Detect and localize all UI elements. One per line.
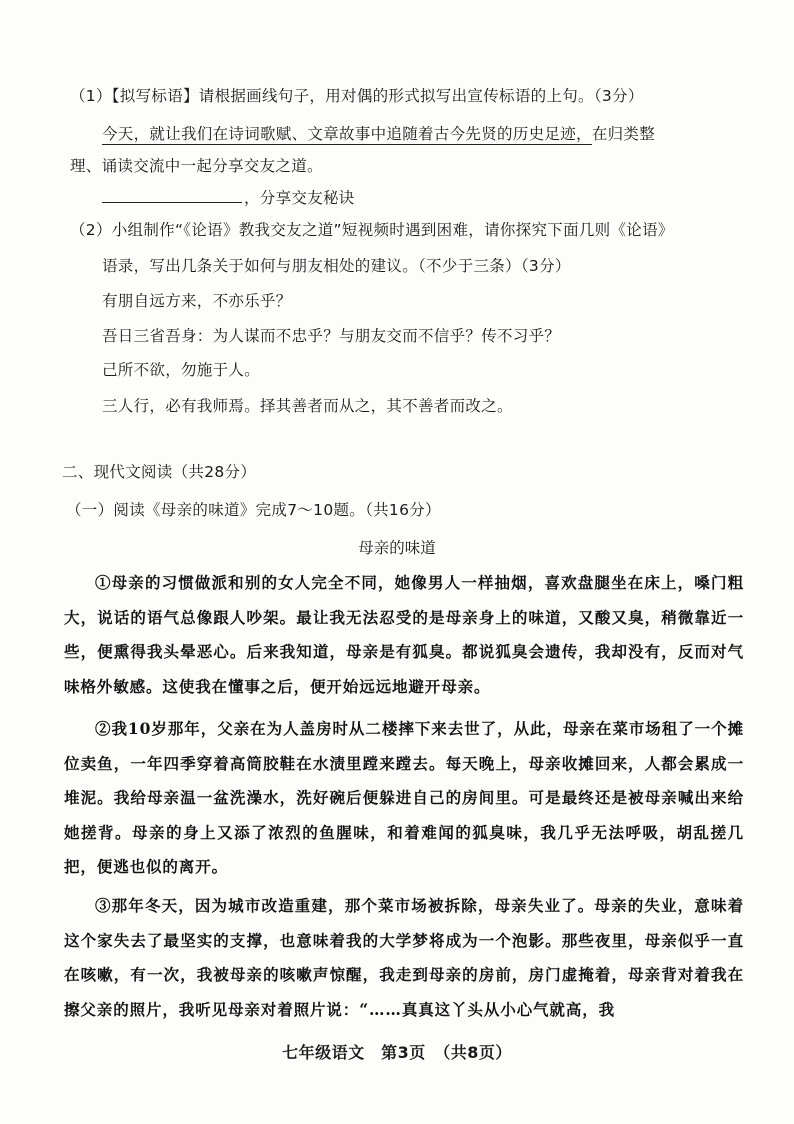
q1-passage-line1 [102, 124, 655, 144]
q2-quote: 吾日三省吾身：为人谋而不忠乎？与朋友交而不信乎？传不习乎？ [102, 327, 561, 345]
q1-passage-line2: 理、诵读交流中一起分享交友之道。 [70, 157, 323, 175]
article-title: 母亲的味道 [358, 539, 436, 557]
section-heading: 二、现代文阅读（共28分） [62, 463, 257, 481]
q2-prompt-line2: 语录，写出几条关于如何与朋友相处的建议。（不少于三条）（3分） [102, 257, 571, 275]
article-paragraph-3: ③那年冬天，因为城市改造重建，那个菜市场被拆除，母亲失业了。母亲的失业，意味着这个家失去了最坚实的支撑，也意味着我的大学梦将成为一个泡影。那些夜里，母亲似乎一直在咳嗽，有一次，我被母亲的咳嗽声惊醒，我走到母亲的房前，房门虚掩着，母亲背对着我在擦父亲的照片，我听见母亲对着照片说：“……真真这丫头从小心气就高，我 [64, 896, 744, 1019]
q1-answer-line [102, 188, 355, 208]
article-paragraph-1: ①母亲的习惯做派和别的女人完全不同，她像男人一样抽烟，喜欢盘腿坐在床上，嗓门粗大，说话的语气总像跟人吵架。最让我无法忍受的是母亲身上的味道，又酸又臭，稍微靠近一些，便熏得我头晕恶心。后来我知道，母亲是有狐臭。都说狐臭会遗传，我却没有，反而对气味格外敏感。这使我在懂事之后，便开始远远地避开母亲。 [64, 573, 744, 696]
page-footer: 七年级语文 第3页 （共8页） [282, 1043, 512, 1062]
sub-section-heading: （一）阅读《母亲的味道》完成7～10题。（共16分） [66, 501, 441, 519]
q1-answer-blank[interactable] [102, 188, 242, 203]
q2-quote: 三人行，必有我师焉。择其善者而从之，其不善者而改之。 [102, 397, 513, 415]
article-paragraph-2: ②我10岁那年，父亲在为人盖房时从二楼摔下来去世了，从此，母亲在菜市场租了一个摊位卖鱼，一年四季穿着高筒胶鞋在水渍里蹚来蹚去。每天晚上，母亲收摊回来，人都会累成一堆泥。我给母亲温一盆洗澡水，洗好碗后便躲进自己的房间里。可是最终还是被母亲喊出来给她搓背。母亲的身上又添了浓烈的鱼腥味，和着难闻的狐臭味，我几乎无法呼吸，胡乱搓几把，便逃也似的离开。 [64, 719, 744, 876]
q2-prompt-line1: （2）小组制作“《论语》教我交友之道”短视频时遇到困难，请你探究下面几则《论语》 [70, 221, 674, 239]
q2-quote: 己所不欲，勿施于人。 [102, 361, 261, 379]
q2-quote: 有朋自远方来，不亦乐乎？ [102, 292, 292, 310]
q1-passage-rest: 在归类整 [591, 125, 656, 143]
q1-prompt: （1）【拟写标语】请根据画线句子，用对偶的形式拟写出宣传标语的上句。（3分） [70, 87, 644, 105]
q1-underlined-sentence: 今天，就让我们在诗词歌赋、文章故事中追随着古今先贤的历史足迹， [102, 125, 592, 143]
q1-answer-suffix: ，分享交友秘诀 [244, 189, 355, 207]
